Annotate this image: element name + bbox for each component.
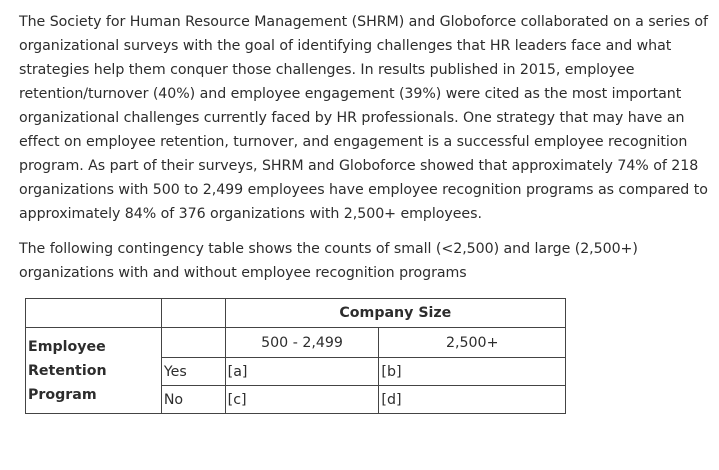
cell-b: [b] <box>379 358 566 386</box>
empty-corner-cell <box>161 299 225 328</box>
cell-a: [a] <box>225 358 379 386</box>
table-subheader-row <box>26 328 566 358</box>
table-header-row <box>26 299 566 328</box>
column-header-large: 2,500+ <box>379 328 566 358</box>
intro-paragraph: The Society for Human Resource Management (SHRM) and Globoforce collaborated on a series of organizational surveys with the goal of identifying challenges that HR leaders face and what strategies help them conquer those challenges. In results published in 2015, employee retention/turnover (40%) and employee engagement (39%) were cited as the most important organizational challenges currently faced by HR professionals. One strategy that may have an effect on employee retention, turnover, and engagement is a successful employee recognition program. As part of their surveys, SHRM and Globoforce showed that approximately 74% of 218 organizations with 500 to 2,499 employees have employee recognition programs as compared to approximately 84% of 376 organizations with 2,500+ employees. <box>19 14 708 222</box>
column-header-small: 500 - 2,499 <box>225 328 379 358</box>
cell-c: [c] <box>225 386 379 414</box>
row-label-no: No <box>161 386 225 414</box>
contingency-table <box>25 298 566 414</box>
empty-cell <box>161 328 225 358</box>
row-header-line: Employee <box>28 338 106 355</box>
empty-corner-cell <box>26 299 162 328</box>
company-size-header: Company Size <box>225 299 565 328</box>
employee-retention-program-header <box>26 328 162 414</box>
table-intro-paragraph: The following contingency table shows the counts of small (<2,500) and large (2,500+) organizations with and without employee recognition programs <box>19 241 638 281</box>
cell-d: [d] <box>379 386 566 414</box>
row-header-line: Program <box>28 386 97 403</box>
row-header-line: Retention <box>28 362 107 379</box>
row-label-yes: Yes <box>161 358 225 386</box>
